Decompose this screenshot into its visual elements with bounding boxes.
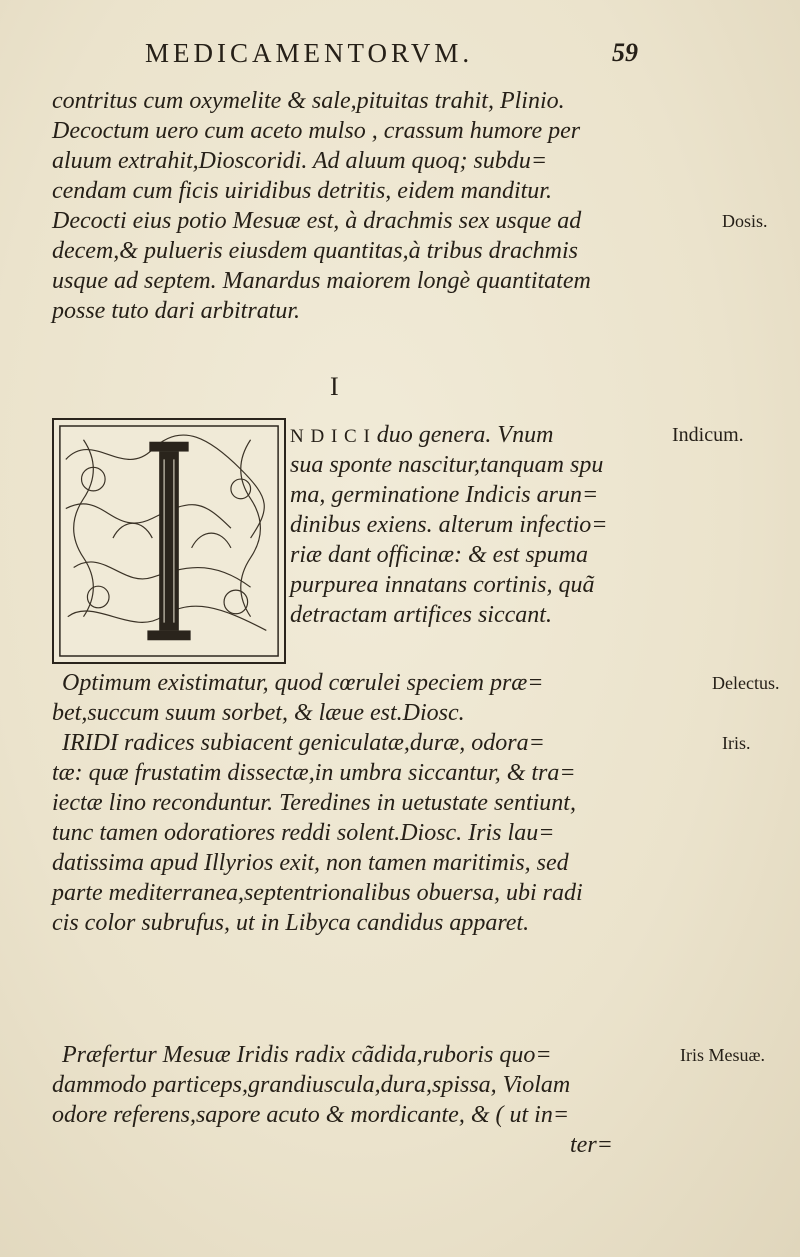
margin-note-iris-mesuae: Iris Mesuæ. [680,1045,765,1065]
text-line: odore referens,sapore acuto & mordicante, & ( ut in= [52,1102,570,1128]
text-line: Præfertur Mesuæ Iridis radix cãdida,ruboris quo= [62,1042,552,1068]
margin-note-iris: Iris. [722,733,751,753]
text-line: tæ: quæ frustatim dissectæ,in umbra siccantur, & tra= [52,760,576,786]
margin-note-dosis: Dosis. [722,211,768,231]
text-line: purpurea innatans cortinis, quã [290,572,595,598]
text-line: datissima apud Illyrios exit, non tamen maritimis, sed [52,850,569,876]
text-line: contritus cum oxymelite & sale,pituitas trahit, Plinio. [52,88,565,114]
text-line: usque ad septem. Manardus maiorem longè quantitatem [52,268,591,294]
text-line: riæ dant officinæ: & est spuma [290,542,589,568]
text-line: aluum extrahit,Dioscoridi. Ad aluum quoq; subdu= [52,148,548,174]
indici-rest: duo genera. Vnum [376,422,554,448]
text-line [290,420,553,452]
page-number: 59 [612,38,638,67]
text-line: posse tuto dari arbitratur. [52,298,301,324]
text-line: iectæ lino reconduntur. Teredines in uetustate sentiunt, [52,790,576,816]
text-line: IRIDI radices subiacent geniculatæ,duræ, odora= [62,730,545,756]
indici-caps: N D I C I [290,426,371,447]
text-line: dammodo particeps,grandiuscula,dura,spissa, Violam [52,1072,571,1098]
text-line: Decocti eius potio Mesuæ est, à drachmis sex usque ad [52,208,582,234]
margin-note-indicum: Indicum. [672,424,744,446]
text-line: cendam cum ficis uiridibus detritis, eidem manditur. [52,178,552,204]
text-line: tunc tamen odoratiores reddi solent.Diosc. Iris lau= [52,820,555,846]
text-line: detractam artifices siccant. [290,602,552,628]
decorated-initial-I-icon [52,418,286,664]
section-letter: I [330,372,339,401]
text-line: Optimum existimatur, quod cœrulei speciem præ= [62,670,544,696]
text-line: Decoctum uero cum aceto mulso , crassum humore per [52,118,581,144]
text-line: cis color subrufus, ut in Libyca candidus apparet. [52,910,530,936]
text-line: sua sponte nascitur,tanquam spu [290,452,604,478]
running-title: MEDICAMENTORVM. [145,38,474,68]
text-line: decem,& pulueris eiusdem quantitas,à tribus drachmis [52,238,578,264]
text-line: ma, germinatione Indicis arun= [290,482,599,508]
text-line: bet,succum suum sorbet, & læue est.Diosc. [52,700,465,726]
margin-note-delectus: Delectus. [712,673,780,693]
catchword: ter= [570,1132,613,1158]
text-line: dinibus exiens. alterum infectio= [290,512,608,538]
text-line: parte mediterranea,septentrionalibus obuersa, ubi radi [52,880,583,906]
